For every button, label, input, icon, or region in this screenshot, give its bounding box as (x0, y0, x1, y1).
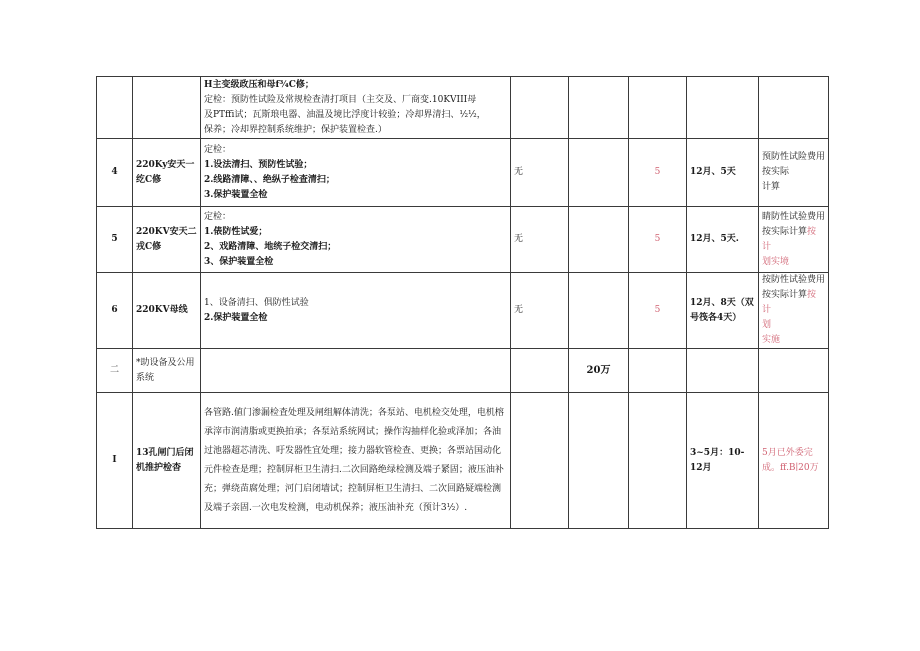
cell (687, 77, 759, 139)
table-row (97, 139, 829, 207)
cell (511, 77, 569, 139)
content-line: 保养；冷却界控制系统维护；保护装置检查.） (204, 124, 387, 135)
work-content (201, 349, 511, 393)
work-content (201, 139, 511, 207)
project-name: *助设备及公用系统 (133, 349, 201, 393)
cell (687, 349, 759, 393)
cell (569, 273, 629, 349)
remark-line: 按防性试验费用 (762, 275, 826, 285)
cell (569, 207, 629, 273)
remark-line: 5月已外委完 (762, 447, 813, 458)
remark (759, 139, 829, 207)
content-line: H主变级政压和母f¾C修； (204, 79, 314, 90)
quantity-value: 5 (629, 273, 687, 349)
content-line: 及PTffi试；瓦斯琅电器、油温及境比浮度计较验；冷却界清扫、½½， (204, 109, 486, 120)
remark-line: 划 (762, 320, 772, 330)
row-number: 二 (97, 349, 133, 393)
cell (569, 139, 629, 207)
remark-line: 实施 (762, 335, 781, 345)
cell (629, 77, 687, 139)
maintenance-plan-table (96, 76, 829, 529)
cell (569, 77, 629, 139)
remark-line: 成。ff.B∣20万 (762, 462, 819, 473)
table-row (97, 77, 829, 139)
remark-line: 按实际 (762, 167, 790, 177)
table-row (97, 273, 829, 349)
project-name-text: 13孔闸门后闭机推护检杳 (136, 447, 194, 473)
schedule: 12月、5天 (687, 139, 759, 207)
remark-line: 预防性试险费用 (762, 152, 826, 162)
cell (759, 349, 829, 393)
cell (629, 393, 687, 529)
remark-line: 按计 (762, 290, 817, 315)
project-name: 220Ky安天一纥C修 (133, 139, 201, 207)
schedule: 12月、8天（双号筏各4天） (687, 273, 759, 349)
cell (759, 77, 829, 139)
content-line: 定检： (204, 211, 232, 222)
work-content (201, 77, 511, 139)
project-name: 220KV母线 (133, 273, 201, 349)
schedule: 3~5月：10-12月 (687, 393, 759, 529)
cell (569, 393, 629, 529)
work-content (201, 207, 511, 273)
cell (629, 349, 687, 393)
row-number: 6 (97, 273, 133, 349)
content-line: 定检：预防性试险及常规检查清打项目（主交及、厂商变.10KVIII母 (204, 94, 477, 105)
project-name: 220KV安天二戎C修 (133, 207, 201, 273)
table-row (97, 393, 829, 529)
content-line: 定检： (204, 144, 232, 155)
row-number: 4 (97, 139, 133, 207)
remark-line: 睛防性试验费用 (762, 211, 826, 222)
work-content (201, 393, 511, 529)
remark-line: 计算 (762, 182, 781, 192)
content-line: 1.俵防性试爱； (204, 226, 268, 237)
quantity-value: 5 (629, 139, 687, 207)
content-line: 1、设备清扫、俱防性试验 (204, 297, 309, 308)
remark (759, 273, 829, 349)
table-row (97, 207, 829, 273)
remark (759, 207, 829, 273)
cell (511, 393, 569, 529)
content-line: 1.设法清扫、预防性试验； (204, 159, 313, 170)
quantity-value: 5 (629, 207, 687, 273)
schedule: 12月、5天. (687, 207, 759, 273)
cell (511, 349, 569, 393)
work-content (201, 273, 511, 349)
project-name (133, 77, 201, 139)
remark-line: 划实境 (762, 256, 790, 267)
content-line: 3.保护装置全检 (204, 189, 268, 200)
table-row (97, 349, 829, 393)
remark (759, 393, 829, 529)
remark-line: 按实际计算 (762, 290, 808, 300)
row-number: 5 (97, 207, 133, 273)
cell: 无 (511, 273, 569, 349)
remark-line: 按实际计算 (762, 226, 808, 237)
content-line: 3、保护装置全检 (204, 256, 274, 267)
remark-line: 按计 (762, 226, 817, 252)
row-number: I (97, 393, 133, 529)
content-line: 2、戏路清障、地统子检交清扫； (204, 241, 337, 252)
row-number (97, 77, 133, 139)
content-line: 2.线路清障、、绝纵子检查清扫； (204, 174, 335, 185)
content-paragraph: 各管路.値门渗漏检査处理及闸组解体清洗；各泵站、电机检交处理，电机榕承滓市润清脂或更换拍承；各泵站系统网试；操作沟抽样化验或泽加；各油过池器超芯清洗、吁发器性宜处理；接力器软管检查、更换；各票站国动化元件检查是理；控制屏柜卫生清扫.二次回路绝绿检测及端子紧固；液压油补充；弹绕苗腐处理；河门启闭墙试；控制屏柜卫生清扫、二次回路疑端检测及端子亲固.一次电发检测，电动机保养；液压油补充（预计3½）. (204, 407, 504, 513)
content-line: 2.保护装置全检 (204, 312, 268, 323)
cell: 无 (511, 139, 569, 207)
budget-value: 20万 (569, 349, 629, 393)
cell: 无 (511, 207, 569, 273)
project-name (133, 393, 201, 529)
